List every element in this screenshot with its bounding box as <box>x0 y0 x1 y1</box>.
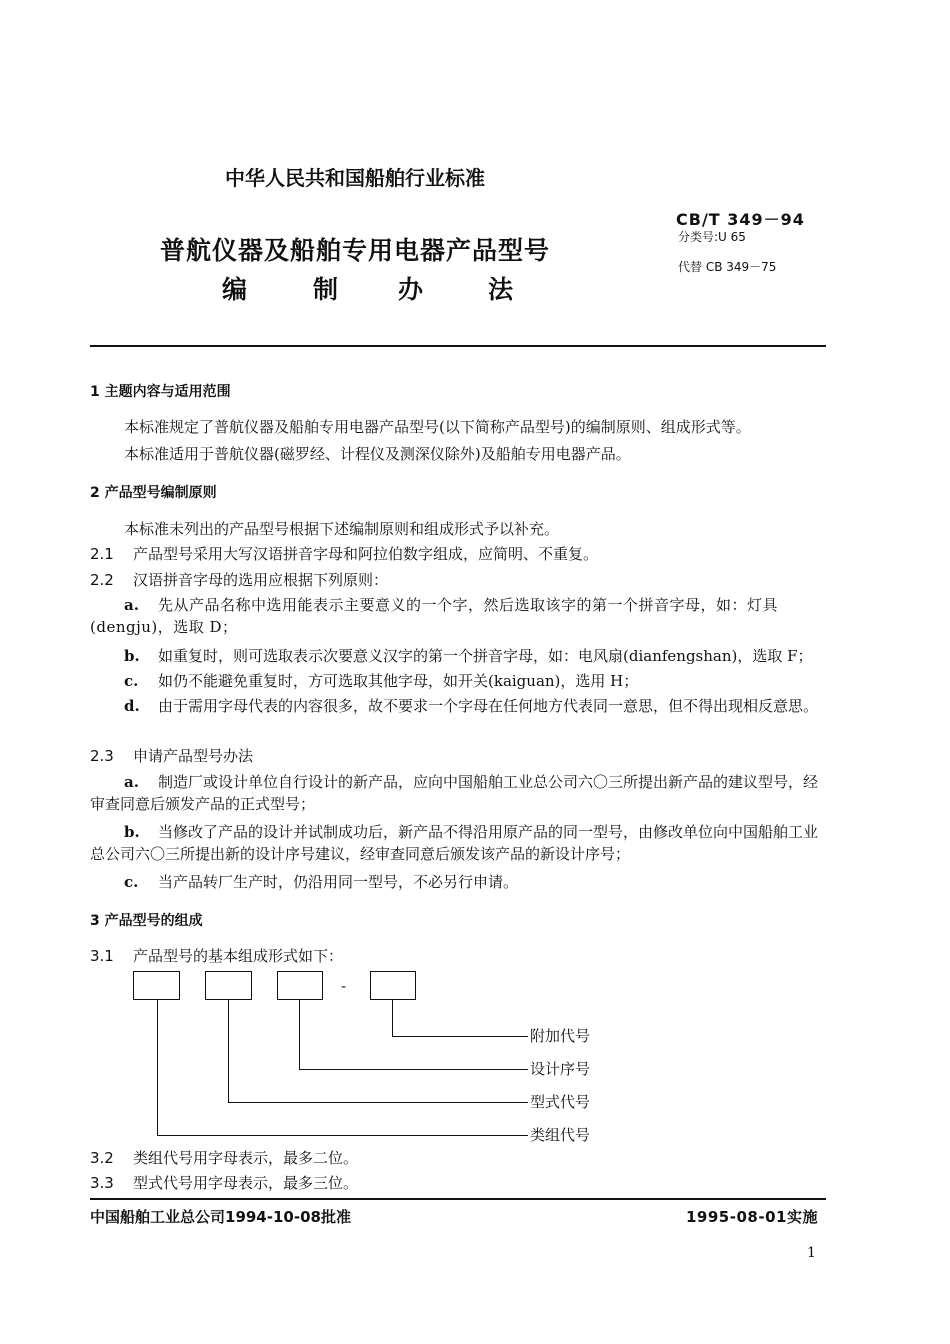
item-2-2-d-text: 由于需用字母代表的内容很多，故不要求一个字母在任何地方代表同一意思，但不得出现相反意思。 <box>158 697 819 715</box>
clause-2-3-text: 申请产品型号办法 <box>133 747 254 765</box>
document-title-line1: 普航仪器及船舶专用电器产品型号 <box>160 236 551 265</box>
additional-code-label: 附加代号 <box>530 1027 591 1045</box>
footer-divider <box>90 1198 826 1200</box>
replaces-standard: 代替 CB 349－75 <box>678 260 777 274</box>
title-char: 编 <box>222 275 248 304</box>
title-char: 法 <box>488 275 514 304</box>
diagram-dash: - <box>341 977 347 995</box>
clause-2-2-number: 2.2 <box>90 571 114 589</box>
industry-standard-title: 中华人民共和国船舶行业标准 <box>225 166 485 190</box>
title-char: 办 <box>398 275 424 304</box>
clause-3-3-text: 型式代号用字母表示，最多三位。 <box>133 1174 359 1192</box>
design-serial-box <box>277 971 323 1000</box>
page-number: 1 <box>807 1245 816 1261</box>
classification-number: 分类号:U 65 <box>678 230 746 244</box>
item-2-2-c-text: 如仍不能避免重复时，方可选取其他字母，如开关(kaiguan)，选用 H； <box>158 672 639 690</box>
item-2-3-b-marker: b. <box>124 823 140 841</box>
title-char: 制 <box>313 275 339 304</box>
clause-3-1-text: 产品型号的基本组成形式如下： <box>133 947 344 965</box>
section-1-paragraph-2: 本标准适用于普航仪器(磁罗经、计程仪及测深仪除外)及船舶专用电器产品。 <box>124 445 631 463</box>
section-3-heading: 3 产品型号的组成 <box>90 913 203 929</box>
connector <box>299 1069 528 1070</box>
item-2-3-b-text: 当修改了产品的设计并试制成功后，新产品不得沿用原产品的同一型号，由修改单位向中国船舶工业总公司六〇三所提出新的设计序号建议，经审查同意后颁发该产品的新设计序号； <box>90 823 819 863</box>
section-1-paragraph-1: 本标准规定了普航仪器及船舶专用电器产品型号(以下简称产品型号)的编制原则、组成形式等。 <box>124 418 751 436</box>
item-2-3-a-marker: a. <box>124 773 139 791</box>
standard-code: CB/T 349－94 <box>676 210 805 229</box>
connector <box>392 1000 393 1036</box>
type-code-label: 型式代号 <box>530 1093 591 1111</box>
item-2-2-d-marker: d. <box>124 697 140 715</box>
effective-date: 1995-08-01实施 <box>686 1208 818 1226</box>
section-2-heading: 2 产品型号编制原则 <box>90 485 217 501</box>
item-2-3-c-text: 当产品转厂生产时，仍沿用同一型号，不必另行申请。 <box>158 873 519 891</box>
type-code-box <box>205 971 252 1000</box>
item-2-2-b-text: 如重复时，则可选取表示次要意义汉字的第一个拼音字母，如：电风扇(dianfengshan)，选取 F； <box>158 647 813 665</box>
clause-3-2-number: 3.2 <box>90 1149 114 1167</box>
connector <box>299 1000 300 1069</box>
item-2-3-c-marker: c. <box>124 873 139 891</box>
item-2-2-b-marker: b. <box>124 647 140 665</box>
item-2-2-a-marker: a. <box>124 596 139 614</box>
approval-line: 中国船舶工业总公司1994-10-08批准 <box>90 1208 351 1226</box>
category-code-label: 类组代号 <box>530 1126 591 1144</box>
additional-code-box <box>370 971 416 1000</box>
connector <box>157 1135 528 1136</box>
design-serial-label: 设计序号 <box>530 1060 591 1078</box>
clause-2-1-number: 2.1 <box>90 545 114 563</box>
connector <box>157 1000 158 1135</box>
clause-2-1-text: 产品型号采用大写汉语拼音字母和阿拉伯数字组成，应简明、不重复。 <box>133 545 599 563</box>
section-2-intro: 本标准未列出的产品型号根据下述编制原则和组成形式予以补充。 <box>124 520 560 538</box>
clause-2-2-text: 汉语拼音字母的选用应根据下列原则： <box>133 571 389 589</box>
clause-3-1-number: 3.1 <box>90 947 114 965</box>
section-1-heading: 1 主题内容与适用范围 <box>90 384 231 400</box>
item-2-2-c-marker: c. <box>124 672 139 690</box>
clause-3-2-text: 类组代号用字母表示，最多二位。 <box>133 1149 359 1167</box>
item-2-3-a-text: 制造厂或设计单位自行设计的新产品，应向中国船舶工业总公司六〇三所提出新产品的建议型号，经审查同意后颁发产品的正式型号； <box>90 773 819 813</box>
clause-2-3-number: 2.3 <box>90 747 114 765</box>
connector <box>228 1000 229 1102</box>
item-2-2-a-text: 先从产品名称中选用能表示主要意义的一个字，然后选取该字的第一个拼音字母，如：灯具(dengju)，选取 D； <box>90 596 779 636</box>
header-divider <box>90 345 826 347</box>
connector <box>228 1102 528 1103</box>
category-code-box <box>133 971 180 1000</box>
connector <box>392 1036 528 1037</box>
clause-3-3-number: 3.3 <box>90 1174 114 1192</box>
